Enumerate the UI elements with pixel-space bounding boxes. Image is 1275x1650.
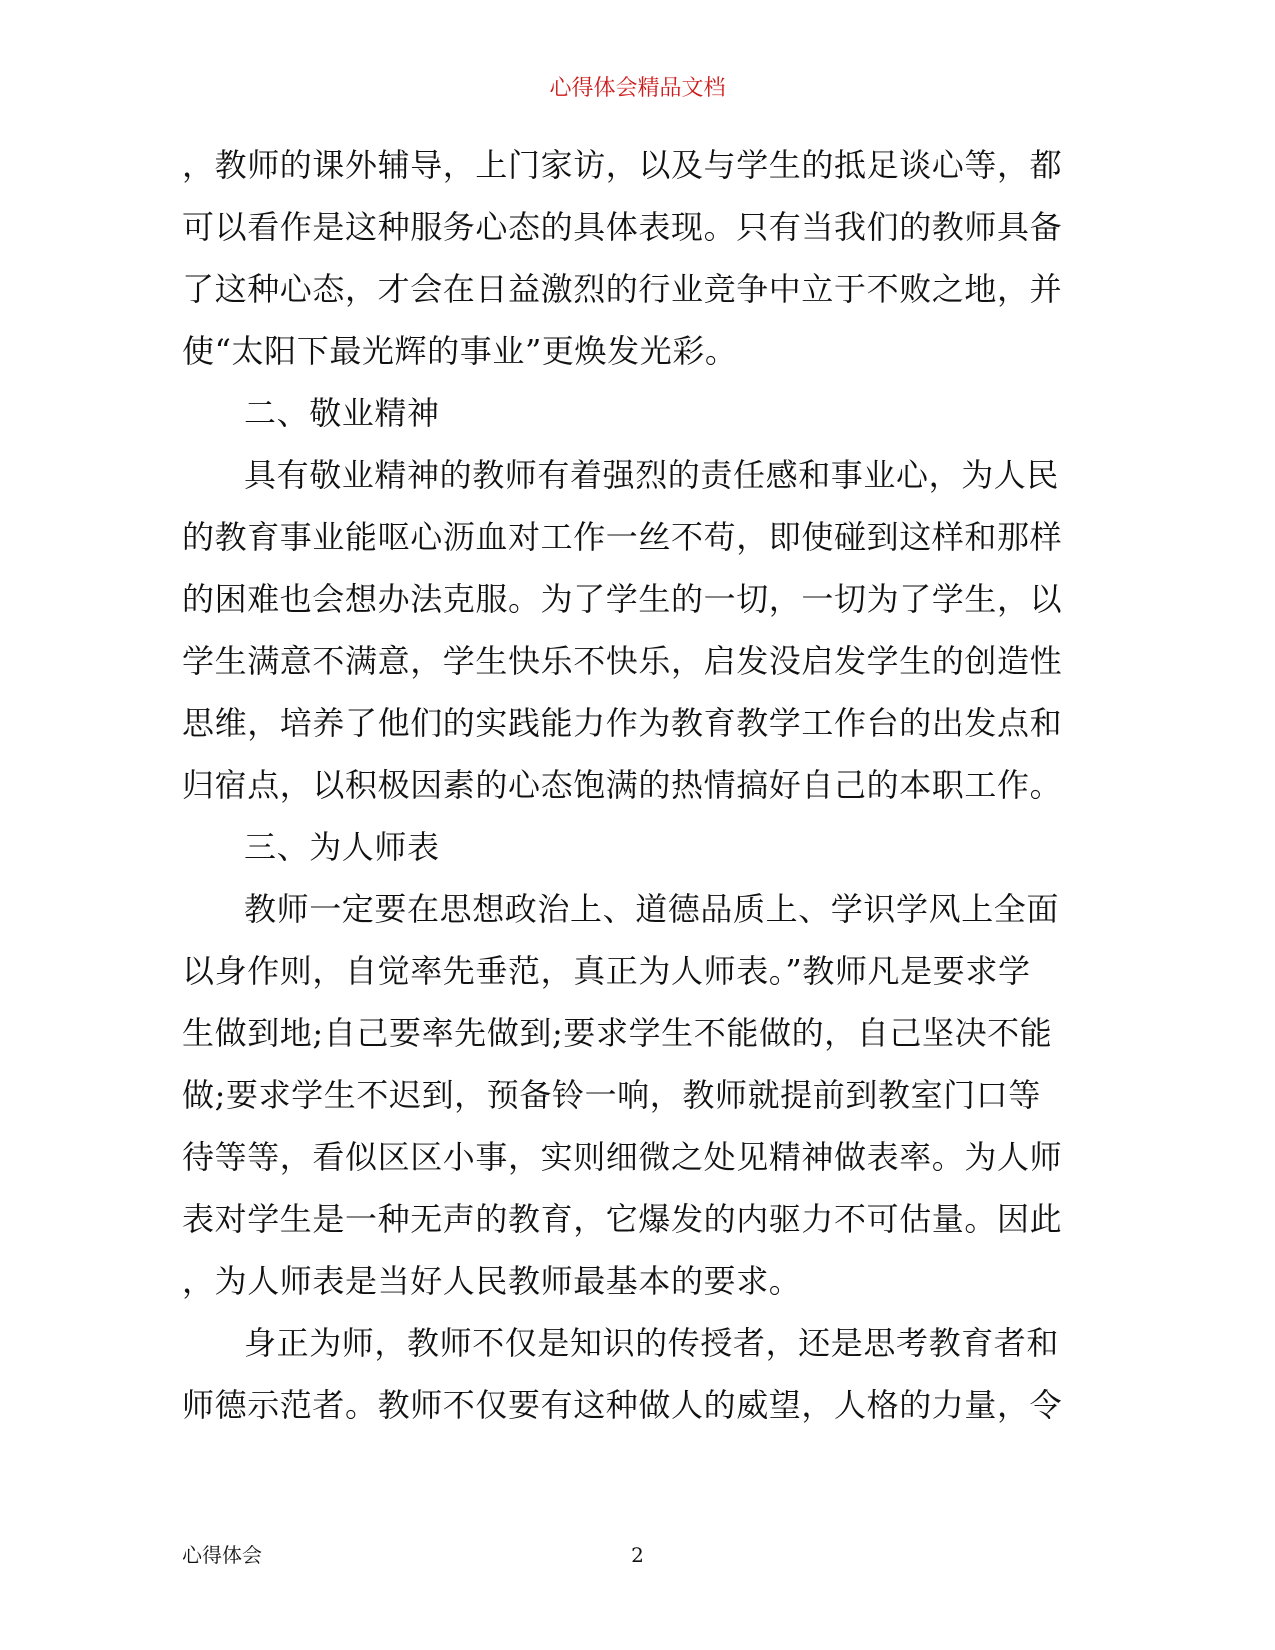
text-line: 教师一定要在思想政治上、道德品质上、学识学风上全面 (244, 890, 1060, 928)
text-line: 做;要求学生不迟到，预备铃一响，教师就提前到教室门口等 (182, 1076, 1041, 1114)
text-line: 师德示范者。教师不仅要有这种做人的威望，人格的力量，令 (182, 1386, 1063, 1424)
text-line: 生做到地;自己要率先做到;要求学生不能做的，自己坚决不能 (182, 1014, 1053, 1052)
text-line: 归宿点，以积极因素的心态饱满的热情搞好自己的本职工作。 (182, 766, 1063, 804)
text-line: 身正为师，教师不仅是知识的传授者，还是思考教育者和 (244, 1324, 1060, 1362)
page-header-title: 心得体会精品文档 (549, 76, 726, 101)
text-line: 思维，培养了他们的实践能力作为教育教学工作台的出发点和 (182, 704, 1063, 742)
text-line: 以身作则，自觉率先垂范，真正为人师表。”教师凡是要求学 (182, 952, 1031, 990)
text-line: 使“太阳下最光辉的事业”更焕发光彩。 (182, 332, 738, 370)
text-line: 具有敬业精神的教师有着强烈的责任感和事业心，为人民 (244, 456, 1060, 494)
document-body (182, 134, 1063, 1436)
page-number: 2 (631, 1543, 644, 1567)
section-heading: 三、为人师表 (244, 828, 440, 866)
text-line: 的教育事业能呕心沥血对工作一丝不苟，即使碰到这样和那样 (182, 518, 1063, 556)
text-line: 表对学生是一种无声的教育，它爆发的内驱力不可估量。因此 (182, 1200, 1063, 1238)
section-heading: 二、敬业精神 (244, 394, 440, 432)
text-line: 了这种心态，才会在日益激烈的行业竞争中立于不败之地，并 (182, 270, 1063, 308)
footer-label: 心得体会 (182, 1543, 262, 1567)
text-line: ，教师的课外辅导，上门家访，以及与学生的抵足谈心等，都 (182, 146, 1063, 184)
text-line: 学生满意不满意，学生快乐不快乐，启发没启发学生的创造性 (182, 642, 1063, 680)
text-line: 待等等，看似区区小事，实则细微之处见精神做表率。为人师 (182, 1138, 1063, 1176)
page-footer (0, 1540, 1275, 1570)
text-line: ，为人师表是当好人民教师最基本的要求。 (182, 1262, 802, 1300)
text-line: 可以看作是这种服务心态的具体表现。只有当我们的教师具备 (182, 208, 1063, 246)
text-line: 的困难也会想办法克服。为了学生的一切，一切为了学生，以 (182, 580, 1063, 618)
